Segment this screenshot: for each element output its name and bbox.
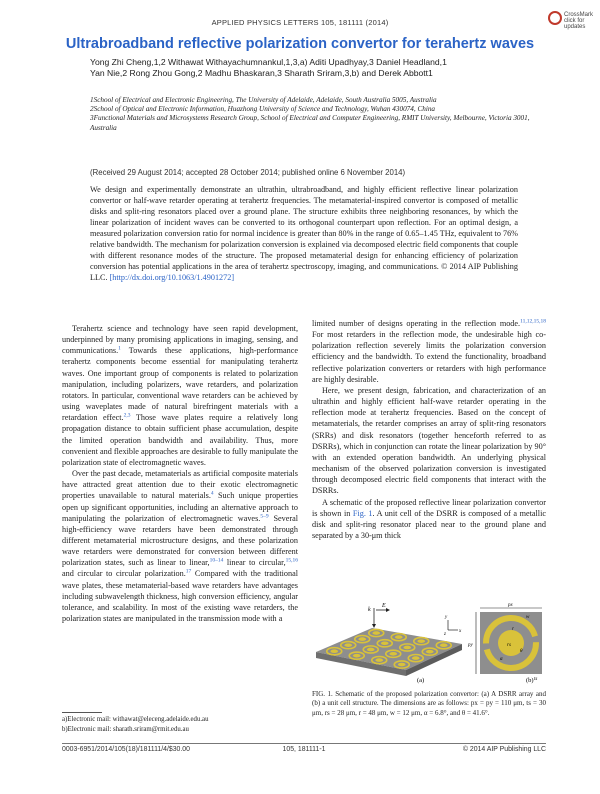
citation[interactable]: 5–9 bbox=[260, 512, 269, 519]
abstract-text: We design and experimentally demonstrate an ultrathin, ultrabroadband, and highly efficient reflective linear polarization convertor or half-wave retarder operating at terahertz frequencies. The metamaterial-inspired convertor is composed of metallic disks and split-ring resonators placed over a ground plane. The structure exhibits three neighboring resonances, by which the linear polarization of incident waves can be converted to its orthogonal counterpart upon reflection. For an optimal design, a measured polarization conversion ratio for normal incidence is greater than 80% in the range of 0.65–1.45 THz, equivalent to 76% relative bandwidth. The mechanism for polarization conversion is explained via decomposed electric field components that couple with different resonance modes of the structure. The proposed metamaterial design for enhancing efficiency of polarization conversion has potential applications in the area of terahertz spectroscopy, imaging, and communications. © 2014 AIP Publishing LLC. bbox=[90, 185, 518, 282]
citation[interactable]: 1 bbox=[118, 345, 121, 352]
disk-element bbox=[440, 643, 448, 647]
citation[interactable]: 10–14 bbox=[209, 557, 224, 564]
disk-element bbox=[395, 635, 403, 639]
author-list bbox=[90, 57, 530, 79]
disk-element bbox=[389, 652, 397, 656]
disk-element bbox=[426, 650, 434, 654]
k-label: k bbox=[368, 607, 371, 613]
alpha-label: α bbox=[500, 657, 503, 662]
page-number: 105, 181111-1 bbox=[282, 746, 326, 753]
r-label: r bbox=[512, 627, 514, 632]
disk-element bbox=[372, 631, 380, 635]
disk-element bbox=[417, 639, 425, 643]
disk-element bbox=[381, 641, 389, 645]
affiliation-1: 1School of Electrical and Electronic Engineering, The University of Adelaide, Adelaide, South Australia 5005, Australia bbox=[90, 96, 437, 104]
body-left-column bbox=[62, 323, 298, 624]
paragraph: limited number of designs operating in the reflection mode.$^{11,12,15,18}$ For most retarders in the reflection mode, the undesirable high co-polarization reflection severely limits the polarization conversion efficiency and the bandwidth. To extend the functionality, broadband reflective polarization converters or retarders with high performance are highly desirable. bbox=[312, 318, 546, 384]
disk-element bbox=[367, 648, 375, 652]
w-label: w bbox=[526, 615, 530, 620]
figure-1-graphic bbox=[312, 600, 546, 685]
footnote-b: b)Electronic mail: sharath.sriram@rmit.edu.au bbox=[62, 725, 189, 733]
footer-issn: 0003-6951/2014/105(18)/181111/4/$30.00 bbox=[62, 746, 190, 753]
py-label: py bbox=[468, 643, 473, 648]
body-right-column bbox=[312, 318, 546, 541]
paragraph: Terahertz science and technology have seen rapid development, underpinned by many promising applications in imaging, sensing, and communications.$^1$ Towards these applications, high-performance terahertz components become essential for manipulating terahertz waves. One important group of components is related to polarization manipulation, including polarizers, wave retarders, and polarization rotators. In particular, conventional wave retarders can be achieved by using waveplates made of natural birefringent materials with a retardation effect.$^{2,3}$ Those wave plates require a relatively long propagation distance to obtain sufficient phase accumulation, despite the limited operation bandwidth and availability. Thus, more convenient and flexible approaches are desirable to fully manipulate the polarization state of electromagnetic waves. bbox=[62, 324, 298, 467]
rs-label: rs bbox=[507, 643, 511, 648]
footnote-a: a)Electronic mail: withawat@eleceng.adelaide.edu.au bbox=[62, 716, 209, 723]
px-label: px bbox=[508, 603, 513, 608]
footer-divider bbox=[62, 743, 546, 744]
crossmark-label: CrossMark bbox=[564, 12, 594, 18]
disk-element bbox=[344, 643, 352, 647]
e-arrowhead bbox=[386, 608, 390, 612]
x-axis-label: x bbox=[459, 629, 462, 634]
crossmark-sub: click for updates bbox=[564, 18, 586, 30]
citation[interactable]: 4 bbox=[210, 490, 214, 497]
panel-a-label: (a) bbox=[417, 677, 425, 684]
author-line-1: Yong Zhi Cheng,1,2 Withawat Withayachumnankul,1,3,a) Aditi Upadhyay,3 Daniel Headland,1 bbox=[90, 57, 447, 67]
paper-title: Ultrabroadband reflective polarization convertor for terahertz waves bbox=[65, 36, 535, 52]
panel-b-label: (b) bbox=[526, 677, 534, 684]
k-arrowhead bbox=[372, 624, 376, 628]
citation[interactable]: 2,3 bbox=[123, 412, 131, 419]
theta-label: θ bbox=[520, 649, 523, 654]
crossmark-badge[interactable] bbox=[548, 10, 592, 28]
received-dates: (Received 29 August 2014; accepted 28 October 2014; published online 6 November 2014) bbox=[90, 168, 406, 177]
affiliations bbox=[90, 96, 530, 133]
citation[interactable]: 17 bbox=[185, 568, 192, 575]
disk-element bbox=[375, 658, 383, 662]
figure-1 bbox=[312, 600, 546, 685]
footnote-divider bbox=[62, 712, 102, 713]
disk-element bbox=[412, 656, 420, 660]
crossmark-icon bbox=[548, 11, 562, 25]
disk-element bbox=[403, 646, 411, 650]
figure-caption: FIG. 1. Schematic of the proposed polarization convertor: (a) A DSRR array and (b) a unit cell structure. The dimensions are as follows: px = py = 110 μm, ts = 30 μm, rs = 28 μm, r = 48 μm, w = 12 μm, α = 6.8°, and θ = 41.6°. bbox=[312, 690, 546, 717]
citation[interactable]: 15,16 bbox=[285, 557, 298, 564]
footnotes bbox=[62, 715, 298, 734]
ts-label: ts bbox=[534, 677, 538, 682]
figure-reference[interactable]: Fig. 1 bbox=[352, 508, 373, 518]
affiliation-3: 3Functional Materials and Microsystems Research Group, School of Electrical and Computer Engineering, RMIT University, Melbourne, Victoria 3001, Australia bbox=[90, 114, 530, 132]
y-axis-label: y bbox=[445, 615, 448, 620]
disk-element bbox=[330, 649, 338, 653]
paragraph: A schematic of the proposed reflective linear polarization convertor is shown in Fig. 1. A unit cell of the DSRR is composed of a metallic disk and split-ring resonator placed near to the ground plane and separated by a 30-μm thick bbox=[312, 497, 546, 540]
abstract bbox=[90, 184, 518, 283]
disk-element bbox=[398, 663, 406, 667]
affiliation-2: 2School of Optical and Electronic Information, Huazhong University of Science and Technology, Wuhan 430074, China bbox=[90, 105, 436, 114]
journal-header: APPLIED PHYSICS LETTERS 105, 181111 (2014) bbox=[211, 18, 389, 27]
e-label: E bbox=[382, 603, 386, 609]
paragraph: Here, we present design, fabrication, and characterization of an ultrathin and highly efficient half-wave retarder operating in the reflection mode at terahertz frequencies. Based on the concept of metamaterials, the retarder comprises an array of split-ring resonators (SRRs) and disk resonators (together henceforth referred to as DSRRs), which in conjunction can rotate the linear polarization by 90° with an extended operation bandwidth. An underlying physical mechanism of the observed polarization conversion is investigated through decomposed electric field components that interact with the DSRRs. bbox=[312, 385, 546, 496]
disk-element bbox=[358, 637, 366, 641]
author-line-2: Yan Nie,2 Rong Zhou Gong,2 Madhu Bhaskaran,3 Sharath Sriram,3,b) and Derek Abbott1 bbox=[90, 68, 433, 78]
z-axis-label: z bbox=[444, 632, 446, 637]
citation[interactable]: 11,12,15,18 bbox=[520, 318, 546, 325]
footer-copyright: © 2014 AIP Publishing LLC bbox=[462, 746, 546, 753]
paragraph: Over the past decade, metamaterials as artificial composite materials have attracted great attention due to their exotic electromagnetic properties unavailable to natural materials.$^4$ Such unique properties open up significant opportunities, including an alternative approach to manipulating the polarization of electromagnetic waves.$^{5-9}$ Several high-efficiency wave retarders have been demonstrated through different metamaterial microstructure designs, and these polarization wave retarders were demonstrated for conversion between different polarization states, such as linear to linear,$^{10-14}$ linear to circular,$^{15,16}$ and circular to circular polarization.$^{17}$ Compared with the traditional wave plates, these metamaterial-based wave retarders have advantages including subwavelength thickness, high conversion efficiency, angular tolerance, and scalability. In most of the existing wave retarders, the polarization states are manipulated in the transmission mode with a bbox=[62, 469, 298, 624]
doi-link[interactable]: [http://dx.doi.org/10.1063/1.4901272] bbox=[109, 273, 235, 282]
disk-element bbox=[353, 654, 361, 658]
